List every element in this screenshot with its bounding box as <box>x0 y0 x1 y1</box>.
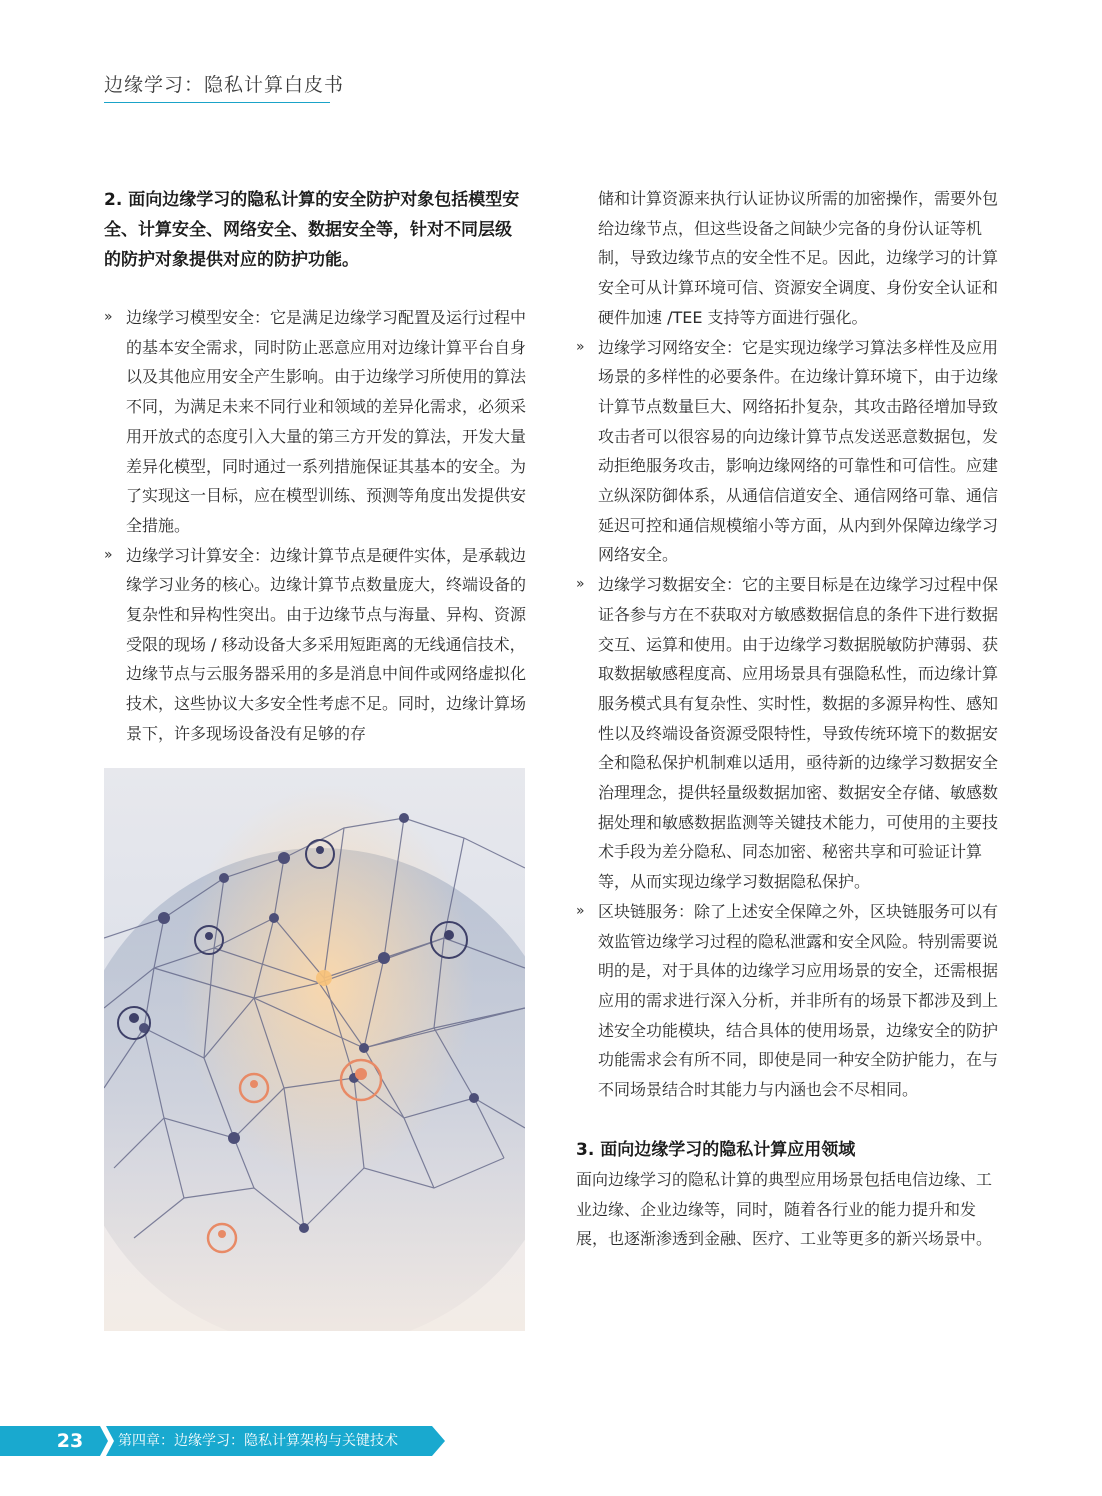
running-header: 边缘学习：隐私计算白皮书 <box>104 74 345 96</box>
bullet-blockchain-service <box>576 897 1000 1105</box>
header-divider <box>104 102 330 103</box>
section-2-heading: 2. 面向边缘学习的隐私计算的安全防护对象包括模型安全、计算安全、网络安全、数据安全等，针对不同层级的防护对象提供对应的防护功能。 <box>104 190 520 270</box>
right-column <box>576 184 1000 1254</box>
bullet-text: 边缘学习模型安全：它是满足边缘学习配置及运行过程中的基本安全需求，同时防止恶意应用对边缘计算平台自身以及其他应用安全产生影响。由于边缘学习所使用的算法不同，为满足未来不同行业和领域的差异化需求，必须采用开放式的态度引入大量的第三方开发的算法，开发大量差异化模型，同时通过一系列措施保证其基本的安全。为了实现这一目标，应在模型训练、预测等角度出发提供安全措施。 <box>126 308 527 535</box>
bullet-mark: » <box>576 338 585 355</box>
bullet-data-security <box>576 570 1000 897</box>
bullet-mark: » <box>104 309 113 325</box>
continued-paragraph: 储和计算资源来执行认证协议所需的加密操作，需要外包给边缘节点，但这些设备之间缺少完备的身份认证等机制，导致边缘节点的安全性不足。因此，边缘学习的计算安全可从计算环境可信、资源安全调度、身份安全认证和硬件加速 /TEE 支持等方面进行强化。 <box>598 189 999 327</box>
bullet-text: 边缘学习网络安全：它是实现边缘学习算法多样性及应用场景的多样性的必要条件。在边缘计算环境下，由于边缘计算节点数量巨大、网络拓扑复杂，其攻击路径增加导致攻击者可以很容易的向边缘计算节点发送恶意数据包，发动拒绝服务攻击，影响边缘网络的可靠性和可信性。应建立纵深防御体系，从通信信道安全、通信网络可靠、通信延迟可控和通信规模缩小等方面，从内到外保障边缘学习网络安全。 <box>598 337 999 565</box>
left-column <box>104 185 528 749</box>
bullet-model-security <box>104 303 528 541</box>
bullet-text: 区块链服务：除了上述安全保障之外，区块链服务可以有效监管边缘学习过程的隐私泄露和安全风险。特别需要说明的是，对于具体的边缘学习应用场景的安全，还需根据应用的需求进行深入分析，并非所有的场景下都涉及到上述安全功能模块，结合具体的使用场景，边缘安全的防护功能需求会有所不同，即使是同一种安全防护能力，在与不同场景结合时其能力与内涵也会不尽相同。 <box>598 901 999 1100</box>
chapter-title: 第四章：边缘学习：隐私计算架构与关键技术 <box>118 1433 398 1449</box>
bullet-compute-security <box>104 541 528 749</box>
page-number: 23 <box>56 1430 84 1452</box>
bullet-mark: » <box>576 902 585 919</box>
bullet-mark: » <box>576 576 585 593</box>
bullet-text: 边缘学习计算安全：边缘计算节点是硬件实体，是承载边缘学习业务的核心。边缘计算节点数量庞大，终端设备的复杂性和异构性突出。由于边缘节点与海量、异构、资源受限的现场 / 移动设备大多采用短距离的无线通信技术，边缘节点与云服务器采用的多是消息中间件或网络虚拟化技术，这些协议大多安全性考虑不足。同时，边缘计算场景下，许多现场设备没有足够的存 <box>126 545 527 743</box>
bullet-network-security <box>576 333 1000 571</box>
section-3-body: 面向边缘学习的隐私计算的典型应用场景包括电信边缘、工业边缘、企业边缘等，同时，随着各行业的能力提升和发展，也逐渐渗透到金融、医疗、工业等更多的新兴场景中。 <box>576 1169 993 1249</box>
bullet-text: 边缘学习数据安全：它的主要目标是在边缘学习过程中保证各参与方在不获取对方敏感数据信息的条件下进行数据交互、运算和使用。由于边缘学习数据脱敏防护薄弱、获取数据敏感程度高、应用场景具有强隐私性，而边缘计算服务模式具有复杂性、实时性，数据的多源异构性、感知性以及终端设备资源受限特性，导致传统环境下的数据安全和隐私保护机制难以适用，亟待新的边缘学习数据安全治理理念，提供轻量级数据加密、数据安全存储、敏感数据处理和敏感数据监测等关键技术能力，可使用的主要技术手段为差分隐私、同态加密、秘密共享和可验证计算等，从而实现边缘学习数据隐私保护。 <box>598 575 999 892</box>
globe-network-image <box>104 768 525 1331</box>
globe-network-icon <box>104 768 525 1331</box>
bullet-mark: » <box>104 546 113 563</box>
section-3-heading: 3. 面向边缘学习的隐私计算应用领域 <box>576 1139 856 1160</box>
